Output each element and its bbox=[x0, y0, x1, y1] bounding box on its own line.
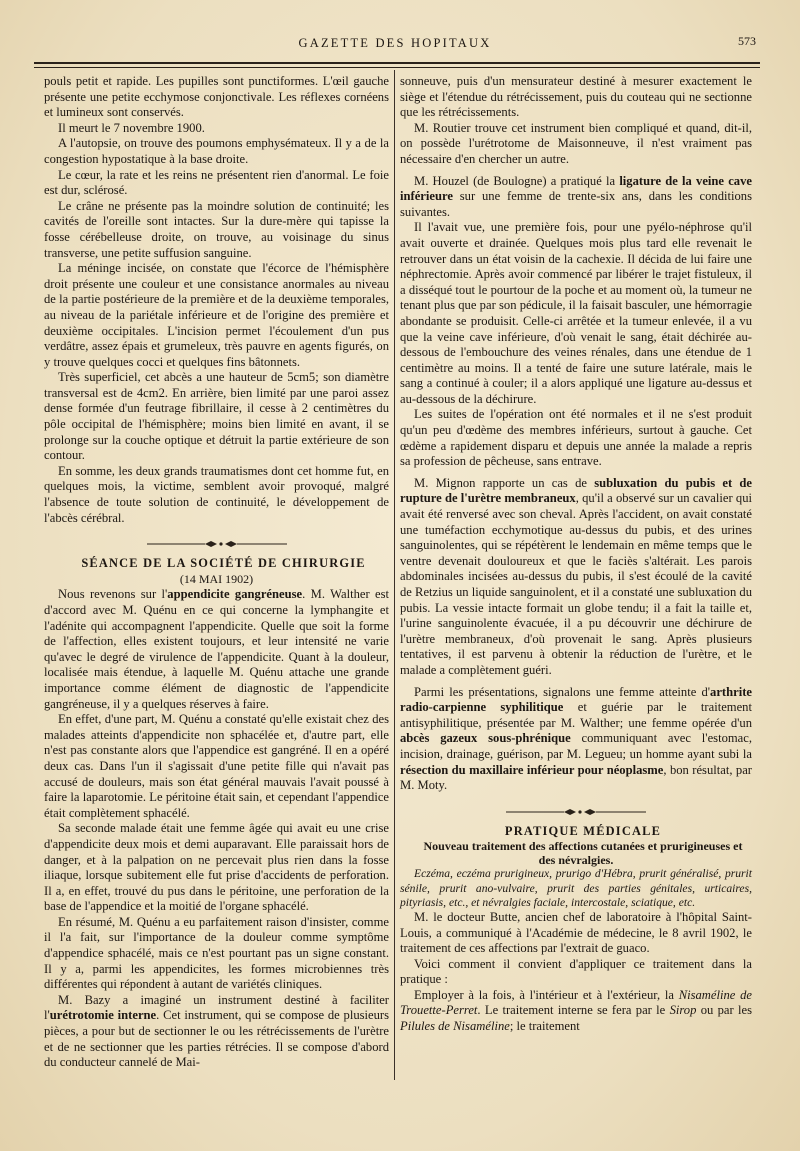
paragraph bbox=[44, 587, 389, 712]
paragraph: pouls petit et rapide. Les pupilles sont punctiformes. L'œil gauche présente une petite ecchymose conjonctivale. Les réflexes cornéens et lumineux sont conservés. bbox=[44, 74, 389, 120]
paragraph: Les suites de l'opération ont été normales et il ne s'est produit qu'un peu d'œdème des membres inférieurs, surtout à gauche. Cet œdème a rapidement disparu et depuis une année la malade a repris sa profession de pêcheuse, sans entrave. bbox=[400, 407, 752, 469]
paragraph: Très superficiel, cet abcès a une hauteur de 5cm5; son diamètre transversal est de 4cm2. En arrière, bien limité par une paroi assez dense formée d'un feutrage fibrillaire, il cesse à 2 centimètres du pôle occipital de l'hémisphère; moins bien limité en avant, il se prolonge sur la couche optique et détruit la partie extérieure de son contour. bbox=[44, 370, 389, 463]
section-ornament bbox=[506, 808, 646, 816]
text-run: . Le traitement interne se fera par le bbox=[477, 1003, 670, 1018]
page-header bbox=[30, 34, 760, 56]
section-date: (14 MAI 1902) bbox=[179, 571, 254, 586]
bold-term: résection du maxillaire inférieur pour néoplasme bbox=[400, 762, 664, 777]
paragraph: Le crâne ne présente pas la moindre solution de continuité; les cavités de l'oreille sont intactes. Sur la dure-mère qui tapisse la fosse cérébelleuse droite, on trouve, au voisinage du sinus transverse, une petite suffusion sanguine. bbox=[44, 198, 389, 260]
text-run: , bon résultat, par M. Moty. bbox=[400, 762, 752, 793]
text-run: ou par les bbox=[696, 1003, 752, 1018]
header-rule-thick bbox=[34, 62, 760, 64]
text-run: M. Bazy a imaginé un instrument destiné à faciliter l' bbox=[44, 992, 389, 1023]
paragraph: La méninge incisée, on constate que l'écorce de l'hémisphère droit présente une couleur et une consistance anormales au niveau de la partie postérieure de la première et de la deuxième temporales, au niveau de la pariétale inférieure et de l'origine des première et deuxième occipitales. L'incision permet l'écoulement d'un pus verdâtre, assez épais et grumeleux, très pauvre en agents figurés, on y trouve quelques cocci et quelques fins bâtonnets. bbox=[44, 261, 389, 369]
keywords: Eczéma, eczéma prurigineux, prurigo d'Hébra, prurit généralisé, prurit sénile, prurit ano-vulvaire, prurit des parties génitales, urticaires, pityriasis, etc., et névralgies faciale, intercostale, sciatique, etc. bbox=[400, 867, 752, 909]
bold-term: urétrotomie interne bbox=[49, 1008, 157, 1023]
italic-term: Sirop bbox=[669, 1003, 697, 1018]
paragraph: sonneuve, puis d'un mensurateur destiné à mesurer exactement le siège et l'étendue du rétrécissement, puis du couteau qui ne sectionne que les rétrécissements. bbox=[400, 74, 752, 120]
paragraph bbox=[44, 993, 389, 1071]
paragraph: M. le docteur Butte, ancien chef de laboratoire à l'hôpital Saint-Louis, a communiqué à l'Académie de médecine, le 8 avril 1902, le traitement de ces affections par l'extrait de guaco. bbox=[400, 909, 752, 956]
paragraph: Le cœur, la rate et les reins ne présentent rien d'anormal. Le foie est dur, sclérosé. bbox=[44, 167, 389, 198]
text-run: sur une femme de trente-six ans, dans les conditions suivantes. bbox=[400, 189, 752, 219]
paragraph: M. Routier trouve cet instrument bien compliqué et quand, dit-il, on possède l'urétrotome de Maisonneuve, il n'est vraiment pas nécessaire d'en chercher un autre. bbox=[400, 120, 752, 166]
paragraph bbox=[400, 174, 752, 221]
text-run: Parmi les présentations, signalons une femme atteinte d' bbox=[414, 684, 711, 699]
paragraph bbox=[400, 685, 752, 794]
section-title: PRATIQUE MÉDICALE bbox=[504, 823, 662, 838]
text-run: communiquant avec l'estomac, incision, drainage, guérison, par M. Legueu; un homme ayant subi la bbox=[400, 731, 752, 761]
paragraph: Il meurt le 7 novembre 1900. bbox=[58, 120, 205, 135]
bold-term: subluxation du pubis et de rupture de l'urètre membraneux bbox=[400, 475, 752, 506]
page-number: 573 bbox=[738, 34, 756, 48]
column-divider bbox=[394, 70, 395, 1080]
bold-term: abcès gazeux sous-phrénique bbox=[400, 731, 571, 746]
bold-term: appendicite gangréneuse bbox=[167, 587, 303, 602]
paragraph: Voici comment il convient d'appliquer ce traitement dans la pratique : bbox=[400, 956, 752, 987]
paragraph: Sa seconde malade était une femme âgée qui avait eu une crise d'appendicite deux mois et demi auparavant. Elle paraissait hors de danger, et à la palpation on ne percevait plus rien dans la fosse iliaque, lorsque subitement elle fut prise d'accidents de perforation. Il a, en effet, trouvé du pus dans le péritoine, une perforation de la base de l'appendice et la moitié de l'organe sphacélé. bbox=[44, 821, 389, 914]
running-title: GAZETTE DES HOPITAUX bbox=[298, 36, 492, 50]
paragraph: En somme, les deux grands traumatismes dont cet homme fut, en quelques mois, la victime, semblent avoir provoqué, malgré l'absence de toute solution de continuité, le développement de l'abcès cérébral. bbox=[44, 463, 389, 525]
header-rule-thin bbox=[34, 67, 760, 68]
left-column bbox=[44, 74, 389, 1071]
text-run: Nous revenons sur l' bbox=[58, 587, 168, 602]
italic-term: Pilules de Nisaméline bbox=[400, 1019, 510, 1034]
text-run: M. Houzel (de Boulogne) a pratiqué la bbox=[414, 173, 620, 188]
paragraph: A l'autopsie, on trouve des poumons emphysémateux. Il y a de la congestion hypostatique à la base droite. bbox=[44, 136, 389, 166]
text-run: et guérie par le traitement antisyphilitique, présentée par M. Walther; une femme opérée d'un bbox=[400, 700, 752, 730]
article-subtitle: Nouveau traitement des affections cutanées et prurigineuses et des névralgies. bbox=[423, 839, 743, 868]
text-run: M. Mignon rapporte un cas de bbox=[414, 475, 595, 490]
paragraph bbox=[400, 476, 752, 679]
text-run: . M. Walther est d'accord avec M. Quénu en ce qui concerne la lymphangite et l'adénite qui accompagnent l'appendicite. Quelle que soit la forme de l'affection, elles existent toujours, et leur intensité ne varie qu'avec le degré de virulence de l'appendicite. Quant à la douleur, localisée mais étendue, à laquelle M. Quénu attache une grande importance comme élément de diagnostic de l'appendicite gangréneuse, il y a quelques réserves à faire. bbox=[44, 587, 389, 711]
paragraph bbox=[400, 988, 752, 1035]
text-run: , qu'il a observé sur un cavalier qui avait été renversé avec son cheval. Après l'accident, on avait constaté une tuméfaction ecchymotique au-dessus du pubis, et des urines sanguinolentes, qui se répétèrent le lendemain en même temps que le ventre devenait douloureux et que le faciès s'altérait. Les parois abdominales incisées au-dessus du pubis, il s'est écoulé de la cavité de Retzius un liquide sanguinolent, et il a constaté une subluxation du pubis. La vessie intacte formait un globe tendu; il a fait la taille et, l'urine sanguinolente évacuée, il a pu découvrir une déchirure de l'urètre membraneux, d'où provenait le sang. Après plusieurs tentatives, il est parvenu à obtenir la réduction de l'urètre, et le malade a complètement guéri. bbox=[400, 491, 752, 677]
section-title: SÉANCE DE LA SOCIÉTÉ DE CHIRURGIE bbox=[81, 556, 366, 571]
right-column bbox=[400, 74, 752, 1035]
bold-term: arthrite radio-carpienne syphilitique bbox=[400, 684, 752, 715]
text-run: Employer à la fois, à l'intérieur et à l'extérieur, la bbox=[414, 987, 679, 1002]
text-run: . Cet instrument, qui se compose de plusieurs pièces, a pour but de sectionner le ou les rétrécissements de l'urètre et de ne sectionner que les parties rétrécies. Il se compose d'abord du conducteur cannelé de Mai- bbox=[44, 1008, 390, 1070]
bold-term: ligature de la veine cave inférieure bbox=[400, 173, 752, 204]
paragraph: En résumé, M. Quénu a eu parfaitement raison d'insister, comme il l'a fait, sur l'importance de la douleur comme symptôme d'appendice sphacélé, mais ce n'est pourtant pas un signe constant. Il y a, parmi les appendicites, les formes microbiennes très différentes qui répondent à autant de variétés cliniques. bbox=[44, 914, 389, 992]
italic-term: Nisaméline de Trouette-Perret bbox=[400, 987, 752, 1018]
text-run: ; le traitement bbox=[509, 1019, 580, 1034]
paragraph: En effet, d'une part, M. Quénu a constaté qu'elle existait chez des malades atteints d'appendicite non sphacélée et, d'autre part, elle n'est pas constante alors que l'appendice est gangréné. Il en a opéré deux cas. Dans l'un il s'agissait d'une petite fille qui n'avait pas accusé de douleurs, mais son état général mauvais l'avait poussé à faire la laparotomie. Le péritoine était sain, et cependant l'appendice était complètement sphacélé. bbox=[44, 712, 389, 820]
section-ornament bbox=[147, 540, 287, 548]
paragraph: Il l'avait vue, une première fois, pour une pyélo-néphrose qu'il avait ouverte et drainée. Quelques mois plus tard elle revenait le retrouver dans un état voisin de la cachexie. Il décida de lui faire une néphrectomie. Après avoir commencé par libérer le trajet fistuleux, il a disséqué tout le pourtour de la poche et au moment où, la tumeur ne tenant plus que par son pédicule, il la faisait basculer, une hémorragie abondante se produisit. Celle-ci arrêtée et la tumeur enlevée, il a vu que la veine cave inférieure, d'où venait le sang, était déchirée au-dessous de l'embouchure des veines rénales, dans une étendue de 1 centimètre au moins. Il a tenté de faire une suture latérale, mais le sang a continué à couler; il a alors appliqué une ligature au-dessus et au-dessous de la déchirure. bbox=[400, 220, 752, 406]
